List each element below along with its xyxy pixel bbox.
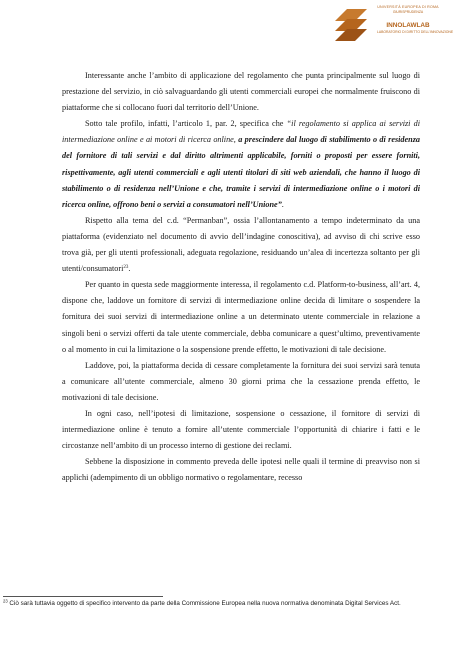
article-1-quote-emphasis: a prescindere dal luogo di stabilimento o di residenza del fornitore di tali servizi e dal diritto altrimenti applicabile <box>62 135 420 161</box>
logo-department: GIURISPRUDENZA <box>392 10 424 14</box>
footnote-number: 23 <box>3 598 8 604</box>
logo-university-name: UNIVERSITÀ EUROPEA DI ROMA <box>377 5 439 9</box>
footnote-ref-23[interactable]: 23 <box>123 265 129 271</box>
article-1-quote-rest: , forniti o proposti per essere forniti, rispettivamente, agli utenti commerciali e agli utenti titolari di siti web aziendali, che hanno il luogo di stabilimento o di residenza nell’Unione e che, tramite i servizi di intermediazione online o i motori di ricerca online, offrono beni o servizi a consumatori nell’Unione” <box>62 151 420 209</box>
paragraph-permanban <box>62 213 420 277</box>
article-1-quote-start: “il regolamento si applica ai servizi di intermediazione online e ai motori di ricerca online, <box>62 119 420 145</box>
chevron-emblem-icon <box>331 5 371 45</box>
logo-text <box>377 5 453 35</box>
paragraph-notice-period: Sebbene la disposizione in commento preveda delle ipotesi nelle quali il termine di preavviso non si applichi (adempimento di un obbligo normativo o regolamentare, recesso <box>62 457 420 483</box>
paragraph-complaints: In ogni caso, nell’ipotesi di limitazione, sospensione o cessazione, il fornitore di servizi di intermediazione online è tenuto a fornire all’utente commerciale l’opportunità di chiarire i fatti e le circostanze nell’ambito di un processo interno di gestione dei reclami. <box>62 408 420 451</box>
logo-lab-subtitle: LABORATORIO DI DIRITTO DELL'INNOVAZIONE <box>377 30 453 34</box>
paragraph-scope: Interessante anche l’ambito di applicazione del regolamento che punta principalmente sul luogo di prestazione del servizio, in ciò salvaguardando gli utenti commerciali europei che normalmente fruiscono di piattaforme che si collocano fuori dal territorio dell’Unione. <box>62 71 420 113</box>
paragraph-article-4: Per quanto in questa sede maggiormente interessa, il regolamento c.d. Platform-to-business, all’art. 4, dispone che, laddove un fornitore di servizi di intermediazione online decida di limitare o sospendere la fornitura dei suoi servizi di intermediazione online a un determinato utente commerciale in relazione a singoli beni o servizi offerti da tale utente commerciale, debba comunicare a quest’ultimo, preventivamente o al momento in cui la limitazione o la sospensione prende effetto, le motivazioni di tale decisione. <box>62 280 420 354</box>
body-text <box>62 68 420 486</box>
paragraph-article-1 <box>62 116 420 213</box>
university-logo <box>331 4 453 50</box>
footnote-divider <box>3 596 163 597</box>
permanban-period: . <box>128 264 131 274</box>
paragraph-cessation: Laddove, poi, la piattaforma decida di cessare completamente la fornitura dei suoi servizi sarà tenuta a comunicare all’utente commerciale, almeno 30 giorni prima che la cessazione prenda effetto, le motivazioni di tale decisione. <box>62 360 420 402</box>
article-1-period: . <box>281 199 284 209</box>
permanban-text: Rispetto alla tema del c.d. “Permanban”, ossia l’allontanamento a tempo indeterminato da una piattaforma (evidenziato nel documento di avvio dell’indagine conoscitiva), ad avviso di chi scrive esso trova già, per gli utenti professionali, adeguata regolazione, residuando un’alea di incertezza soltanto per gli utenti/consumatori <box>62 215 420 274</box>
footnote-23 <box>3 600 442 609</box>
footnote-text: Ciò sarà tuttavia oggetto di specifico intervento da parte della Commissione Europea nella nuova normativa denominata Digital Services Act. <box>7 600 401 607</box>
article-1-intro: Sotto tale profilo, infatti, l’articolo 1, par. 2, specifica che <box>85 119 287 129</box>
logo-lab-name: INNOLAWLAB <box>386 22 430 29</box>
